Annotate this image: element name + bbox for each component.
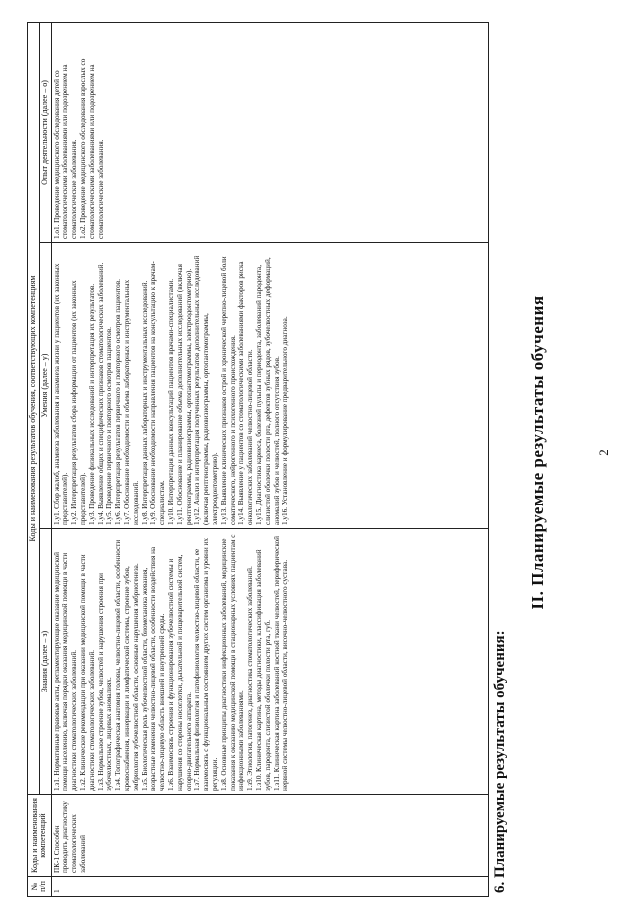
knowledge-item: 1.з8. Основные принципы диагностики инфекционных заболеваний, медицинские показания к оказанию медицинской помощи в стационарных условиях пациентам с инфекционными заболеваниями.: [219, 534, 246, 791]
skill-item: 1.у10. Интерпретация данных консультаций пациентов врачами-специалистами.: [166, 278, 175, 525]
knowledge-item: 1.з3. Нормальное строение зубов, челюстей и нарушения строения при зубочелюстных, лицевых аномалиях.: [96, 573, 114, 791]
skill-item: 1.у3. Проведение физикальных исследований и интерпретация их результатов.: [87, 283, 96, 525]
page-number: 2: [596, 449, 611, 456]
knowledge-cell: [51, 529, 488, 795]
skill-item: 1.у9. Обоснование необходимости направления пациентов на консультацию к врачам-специалистам.: [149, 261, 167, 525]
header-experience: Опыт деятельности (далее – о): [39, 23, 51, 243]
experience-cell: [51, 23, 488, 243]
skill-item: 1.у15. Диагностика кариеса, болезней пульпы и периодонта, заболеваний пародонта, слизистой оболочки полости рта, дефектов зубных рядов, зубочелюстных деформаций, аномалий зубов и челюстей, полного отсутствия зубов.: [254, 257, 281, 525]
table-header-row: [28, 23, 40, 897]
skill-item: 1.у5. Проведение первичного и повторного осмотров пациентов.: [105, 327, 114, 525]
skill-item: 1.у7. Обоснование необходимости и объема лабораторных и инструментальных исследований.: [122, 279, 140, 525]
knowledge-item: 1.з9. Этиология, патогенез, диагностика стоматологических заболеваний.: [246, 566, 255, 791]
knowledge-item: 1.з10. Клиническая картина, методы диагностики, классификация заболеваний зубов, пародонта, слизистой оболочки полости рта, губ.: [254, 549, 272, 791]
knowledge-item: 1.з11. Клиническая картина заболеваний костной ткани челюстей, периферической нервной системы челюстно-лицевой области, височно-челюстного сустава.: [272, 536, 290, 791]
skill-item: 1.у8. Интерпретация данных лабораторных и инструментальных исследований.: [140, 280, 149, 525]
skill-item: 1.у12. Анализ и интерпретация полученных результатов дополнительных исследований (включая рентгенограммы, радиовизиограммы, ортопантомограммы, электроодонтометрию).: [193, 255, 219, 525]
skill-item: 1.у14. Выявление у пациентов со стоматологическими заболеваниями факторов риска онкологических заболеваний челюстно-лицевой области.: [237, 261, 255, 525]
header-skills: Умения (далее – у): [39, 243, 51, 529]
competence-cell: ПК-1 Способен проводить диагностику стоматологических заболеваний: [51, 795, 488, 877]
knowledge-item: 1.з2. Клинические рекомендации при оказании медицинской помощи в части диагностики стоматологических заболеваний.: [78, 554, 96, 791]
skill-item: 1.у1. Сбор жалоб, анамнеза заболевания и анамнеза жизни у пациентов (их законных представителей).: [52, 263, 70, 525]
skill-item: 1.у6. Интерпретация результатов первичного и повторного осмотров пациентов.: [114, 279, 123, 525]
table-subheader-row: [39, 23, 51, 897]
skill-item: 1.у4. Выявление общих и специфических признаков стоматологических заболеваний.: [96, 262, 105, 525]
skill-item: 1.у16. Установление и формулирование предварительного диагноза.: [281, 316, 290, 525]
header-results-group: Коды и наименования результатов обучения, соответствующих компетенциям: [28, 23, 40, 795]
main-title: II. Планируемые результаты обучения: [528, 295, 547, 610]
skill-item: 1.у11. Обоснование и планирование объема дополнительных исследований (включая рентгенограммы, радиовизиограммы, ортопантомограммы, электроодонтометрию).: [175, 264, 193, 525]
table-row: [51, 23, 488, 897]
header-codes: Коды и наименования компетенций: [28, 795, 52, 877]
header-num: № п/п: [28, 877, 52, 897]
row-num: 1: [51, 877, 488, 897]
skills-cell: [51, 243, 488, 529]
knowledge-item: 1.з1. Нормативные правовые акты, регламентирующие оказание медицинской помощи населению, включая порядки оказания медицинской помощи в части диагностики стоматологических заболеваний.: [52, 551, 79, 791]
knowledge-item: 1.з6. Взаимосвязь строения и функционирования зубочелюстной системы и нарушения со стороны носоглотки, дыхательной и пищеварительной систем, опорно-двигательного аппарата.: [166, 554, 193, 791]
knowledge-item: 1.з7. Нормальная физиология и патофизиология челюстно-лицевой области, ее взаимосвязь с функциональным состоянием других систем организма и уровни их регуляции.: [193, 538, 219, 791]
experience-item: 1.о1. Проведение медицинского обследования детей со стоматологическими заболеваниями или подозрением на стоматологические заболевания.: [52, 64, 79, 239]
section-title: 6. Планируемые результаты обучения:: [492, 630, 508, 893]
knowledge-item: 1.з4. Топографическая анатомия головы, челюстно-лицевой области, особенности кровоснабжения, иннервации и лимфатической системы, строение зубов, эмбриология зубочелюстной области, основные нарушения эмбриогенеза.: [114, 539, 140, 791]
knowledge-item: 1.з5. Биологическая роль зубочелюстной области, биомеханика жевания, возрастные изменения челюстно-лицевой области, особенности воздействия на челюстно-лицевую область внешней и внутренней среды.: [140, 546, 167, 791]
header-knowledge: Знания (далее – з): [39, 529, 51, 795]
skill-item: 1.у2. Интерпретация результатов сбора информации от пациентов (их законных представителей).: [70, 280, 87, 525]
results-table: [27, 22, 489, 897]
skill-item: 1.у13. Выявление клинических признаков острой и хронической черепно-лицевой боли соматического, нейрогенного и психогенного происхождения.: [219, 256, 237, 525]
experience-item: 1.о2. Проведение медицинского обследования взрослых со стоматологическими заболеваниями или подозрением на стоматологические заболевания.: [78, 58, 105, 239]
